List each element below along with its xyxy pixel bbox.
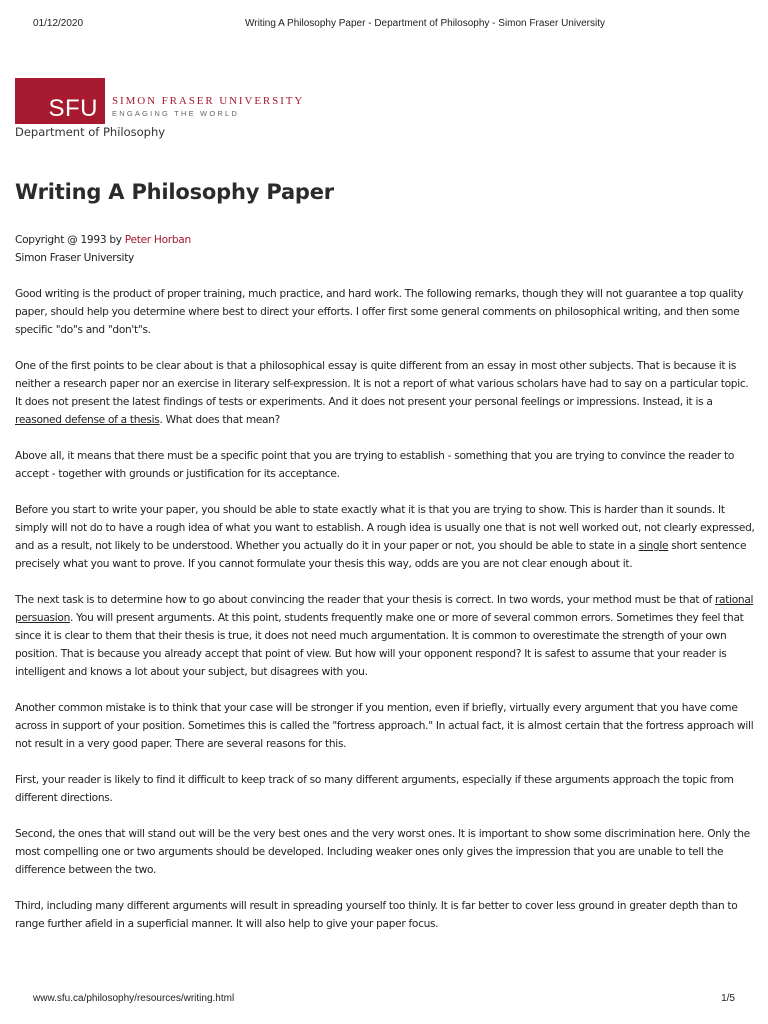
paragraph-4 [15,501,755,573]
department-link[interactable]: Department of Philosophy [15,125,166,139]
copyright-institution: Simon Fraser University [15,252,135,264]
paragraph-1: Good writing is the product of proper training, much practice, and hard work. The following remarks, though they will not guarantee a top quality paper, should help you determine where best to direct your efforts. I offer first some general comments on philosophical writing, and then some specific "do"s and "don't"s. [15,288,744,336]
print-date: 01/12/2020 [33,18,84,29]
copyright-prefix: Copyright @ 1993 by [15,234,125,246]
page-title: Writing A Philosophy Paper [15,180,334,204]
paragraph-5-text-b: . You will present arguments. At this point, students frequently make one or more of several common errors. Sometimes they feel that since it is clear to them that their thesis is true, it does not need much argumentation. It is common to overestimate the strength of your own position. That is because you already accept that point of view. But how will your opponent respond? It is safest to assume that your reader is intelligent and knows a lot about your subject, but disagrees with you. [15,612,744,678]
author-link[interactable]: Peter Horban [124,234,191,246]
paragraph-7: First, your reader is likely to find it difficult to keep track of so many different arguments, especially if these arguments approach the topic from different directions. [15,774,734,804]
university-tagline: ENGAGING THE WORLD [112,109,239,118]
paragraph-2-emphasis: reasoned defense of a thesis [15,414,160,426]
paragraph-3: Above all, it means that there must be a specific point that you are trying to establish - something that you are trying to convince the reader to accept - together with grounds or justification for its acceptance. [15,450,735,480]
paragraph-8: Second, the ones that will stand out will be the very best ones and the very worst ones. It is important to show some discrimination here. Only the most compelling one or two arguments should be developed. Including weaker ones only gives the impression that you are unable to tell the difference between the two. [15,828,750,876]
paragraph-2-text-a: One of the first points to be clear about is that a philosophical essay is quite different from an essay in most other subjects. That is because it is neither a research paper nor an exercise in literary self-expression. It is not a report of what various scholars have had to say on a particular topic. It does not present the latest findings of tests or experiments. And it does not present your personal feelings or impressions. Instead, it is a [15,360,749,408]
article-body [15,231,755,951]
sfu-logo-wordmark [112,83,304,119]
paragraph-2-text-b: . What does that mean? [159,414,280,426]
sfu-logo-mark-text: SFU [48,95,98,122]
paragraph-4-emphasis: single [638,540,669,552]
paragraph-5-text-a: The next task is to determine how to go about convincing the reader that your thesis is correct. In two words, your method must be that of [15,594,715,606]
paragraph-5 [15,591,755,681]
paragraph-4-text-a: Before you start to write your paper, you should be able to state exactly what it is that you are trying to show. This is harder than it sounds. It simply will not do to have a rough idea of what you want to establish. A rough idea is usually one that is not well worked out, not clearly expressed, and as a result, not likely to be understood. Whether you actually do it in your paper or not, you should be able to state in a [15,504,755,552]
print-document-title: Writing A Philosophy Paper - Department of Philosophy - Simon Fraser University [245,18,605,29]
print-url: www.sfu.ca/philosophy/resources/writing.html [33,993,235,1004]
paragraph-6: Another common mistake is to think that your case will be stronger if you mention, even if briefly, virtually every argument that you have come across in support of your position. Sometimes this is called the "fortress approach." In actual fact, it is almost certain that the fortress approach will not result in a very good paper. There are several reasons for this. [15,702,754,750]
paragraph-2 [15,357,755,429]
print-page-number: 1/5 [721,993,735,1004]
paragraph-4-text-b: short sentence precisely what you want to prove. If you cannot formulate your thesis this way, odds are you are not clear enough about it. [15,540,747,570]
university-name: SIMON FRASER UNIVERSITY [112,95,305,107]
sfu-logo-mark [15,78,105,124]
paragraph-9: Third, including many different arguments will result in spreading yourself too thinly. It is far better to cover less ground in greater depth than to range further afield in a superficial manner. It will also help to give your paper focus. [15,900,738,930]
copyright-notice [15,231,755,267]
sfu-logo[interactable] [15,78,304,124]
paragraph-5-emphasis: rational persuasion [15,594,754,624]
